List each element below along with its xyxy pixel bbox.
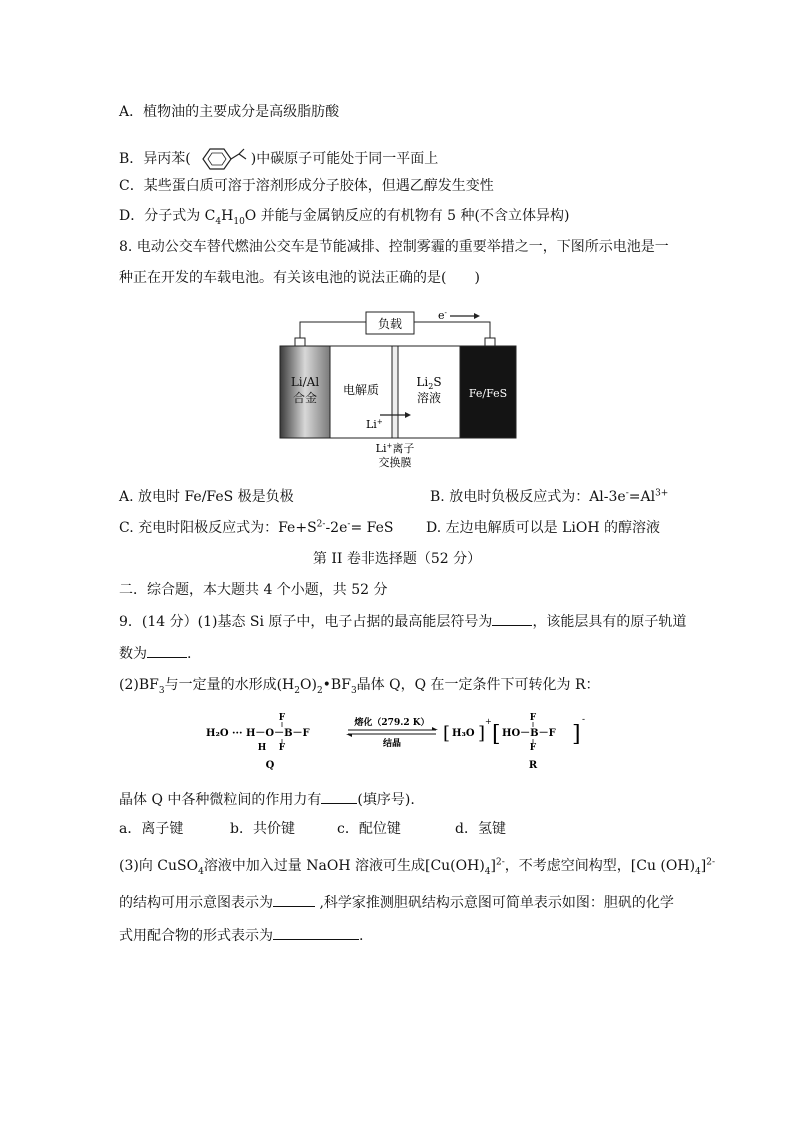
- equilibrium-arrow-tail: [346, 734, 352, 737]
- choice-a: a．离子键: [119, 821, 184, 837]
- label-r: R: [528, 760, 538, 771]
- external-circuit-wire: [414, 322, 490, 344]
- li-ion-label: Li+: [366, 418, 383, 431]
- q9-part3-text: ]: [490, 858, 496, 874]
- q9-part3-line2-text: 的结构可用示意图表示为: [119, 895, 273, 911]
- answer-blank[interactable]: [273, 925, 359, 940]
- q8-option-b: [430, 487, 668, 507]
- q8-option-c-suffix: = FeS: [350, 520, 394, 536]
- q9-part1-line2: [119, 643, 191, 664]
- q9-part1-line2-post: .: [187, 646, 192, 662]
- reaction-condition-top: 熔化（279.2 K）: [354, 718, 430, 728]
- bracket-left: [: [443, 723, 451, 744]
- q9-part3-line3-post: .: [359, 928, 364, 944]
- q-bottom-F: F: [278, 743, 286, 753]
- q9-part3-sup: 2-: [706, 857, 716, 868]
- q7-option-d-prefix: D．分子式为 C: [119, 208, 216, 224]
- ion-exchange-membrane: [392, 346, 398, 438]
- choice-c: c．配位键: [337, 821, 401, 837]
- q9-part2-sub: 3: [158, 685, 165, 696]
- q8-option-b-mid: =Al: [628, 489, 656, 505]
- q-bottom-H: H: [257, 743, 267, 753]
- q9-part3-text: 溶液中加入过量 NaOH 溶液可生成[Cu(OH): [203, 858, 485, 874]
- q9-part2-sub: 2: [294, 685, 300, 696]
- q7-option-d-sub: 4: [215, 216, 222, 227]
- q9-part1-line1: [119, 611, 686, 632]
- left-electrode-label-2: 合金: [292, 391, 318, 405]
- electron-label: e-: [438, 309, 447, 322]
- q8-option-b-sup: 3+: [655, 488, 669, 499]
- q9-part2-sub: 3: [350, 685, 357, 696]
- q-structure: H₂O ··· H－O－B－F: [206, 728, 310, 739]
- electron-arrow-head: [474, 313, 480, 319]
- q9-part3-line2-post: ,科学家推测胆矾结构示意图可简单表示如图：胆矾的化学: [315, 895, 674, 911]
- q8-option-c-sup: 2-: [316, 519, 326, 530]
- r-anion: HO－B－F: [502, 728, 556, 739]
- r-cation-charge: +: [485, 717, 492, 726]
- q8-option-b-prefix: B. 放电时负极反应式为：Al-3e: [430, 489, 626, 505]
- q9-part2-text: 与一定量的水形成(H: [164, 677, 295, 693]
- external-circuit-wire: [300, 322, 366, 344]
- q9-part3-line3: [119, 925, 363, 946]
- q9-part3-text: (3)向 CuSO: [119, 858, 199, 874]
- q9-part1-line2-text: 数为: [119, 646, 147, 662]
- q9-part2-line: [119, 675, 600, 695]
- q8-option-c-prefix: C. 充电时阳极反应式为：Fe+S: [119, 520, 317, 536]
- q9-force-line: [119, 789, 415, 810]
- battery-diagram: [270, 304, 530, 474]
- q9-force-text: 晶体 Q 中各种微粒间的作用力有: [119, 792, 322, 808]
- q9-part2-sub: 2: [316, 685, 323, 696]
- r-anion-charge: -: [582, 715, 586, 725]
- answer-blank[interactable]: [147, 643, 187, 658]
- r-top-F: F: [529, 713, 537, 723]
- q7-option-b: [119, 146, 438, 172]
- q9-part3-sub: 4: [695, 866, 701, 877]
- answer-blank[interactable]: [321, 789, 357, 804]
- q8-option-b-sup: -: [625, 488, 629, 499]
- choice-d: d．氢键: [455, 821, 506, 837]
- q7-option-d: [119, 206, 569, 226]
- membrane-label-2: 交换膜: [378, 456, 412, 469]
- membrane-label: Li+离子: [375, 442, 415, 455]
- reaction-scheme: [200, 708, 600, 772]
- r-bottom-F: F: [529, 743, 537, 753]
- q9-part3-sup: 2-: [496, 857, 505, 868]
- q7-option-b-suffix: )中碳原子可能处于同一平面上: [250, 151, 439, 167]
- q8-stem-line1: 8. 电动公交车替代燃油公交车是节能减排、控制雾霾的重要举措之一，下图所示电池是一: [119, 239, 669, 255]
- load-label: 负载: [377, 317, 403, 331]
- q7-option-d-sub: 10: [233, 216, 245, 227]
- q9-part3-text: ，不考虑空间构型，[Cu (OH): [504, 858, 696, 874]
- right-terminal: [485, 338, 495, 346]
- q9-part3-line1: [119, 856, 715, 876]
- answer-blank[interactable]: [492, 611, 532, 626]
- q9-part3-line2: [119, 892, 674, 913]
- electrolyte-label: 电解质: [342, 383, 380, 397]
- r-cation: H₃O: [452, 728, 475, 739]
- q9-part1-text-post: ，该能层具有的原子轨道: [532, 614, 687, 630]
- li2s-solution-label: 溶液: [416, 391, 442, 405]
- equilibrium-arrow-head: [432, 727, 438, 730]
- q9-force-post: (填序号).: [357, 792, 415, 808]
- bracket-right: ]: [572, 722, 581, 747]
- q7-option-b-prefix: B．异丙苯(: [119, 151, 191, 167]
- q8-option-c-mid: -2e: [325, 520, 348, 536]
- q9-part3-sub: 4: [198, 866, 204, 877]
- li2s-label: $Li_2S$: [416, 375, 442, 391]
- label-q: Q: [265, 760, 275, 771]
- q8-option-d: D. 左边电解质可以是 LiOH 的醇溶液: [426, 520, 660, 536]
- q9-part2-text: O): [299, 677, 317, 693]
- bracket-left: [: [492, 722, 501, 747]
- part2-title: 第 II 卷非选择题（52 分）: [312, 551, 482, 567]
- q9-part3-line3-text: 式用配合物的形式表示为: [119, 928, 273, 944]
- left-terminal: [295, 338, 305, 346]
- q9-part3-sub: 4: [484, 866, 491, 877]
- reaction-condition-bottom: 结晶: [382, 739, 402, 749]
- q7-option-d-mid: H: [221, 208, 234, 224]
- answer-blank[interactable]: [273, 892, 315, 907]
- left-electrode-label: Li/Al: [290, 375, 320, 389]
- q9-part1-text: 9．(14 分）(1)基态 Si 原子中，电子占据的最高能层符号为: [119, 614, 493, 630]
- q9-part2-text: (2)BF: [119, 677, 159, 693]
- q-top-F: F: [278, 713, 286, 723]
- q8-option-a: A. 放电时 Fe/FeS 极是负极: [119, 489, 294, 505]
- q8-option-c-sup: -: [347, 519, 351, 530]
- q8-stem-line2: 种正在开发的车载电池。有关该电池的说法正确的是( ): [119, 270, 480, 286]
- part2-section-heading: 二．综合题，本大题共 4 个小题，共 52 分: [119, 582, 388, 598]
- q8-option-c: [119, 518, 393, 538]
- bracket-right: ]: [478, 723, 486, 744]
- q9-part3-text: ]: [700, 858, 707, 874]
- q9-part2-text: 晶体 Q，Q 在一定条件下可转化为 R：: [356, 677, 600, 693]
- q7-option-c: C．某些蛋白质可溶于溶剂形成分子胶体，但遇乙醇发生变性: [119, 178, 494, 194]
- q7-option-a: A．植物油的主要成分是高级脂肪酸: [119, 104, 340, 120]
- right-electrode-label: Fe/FeS: [468, 387, 508, 400]
- isopropylbenzene-structure-icon: [193, 146, 249, 172]
- q7-option-d-suffix: O 并能与金属钠反应的有机物有 5 种(不含立体异构): [244, 208, 570, 224]
- q9-part2-text: •BF: [322, 677, 351, 693]
- choice-b: b．共价键: [230, 821, 295, 837]
